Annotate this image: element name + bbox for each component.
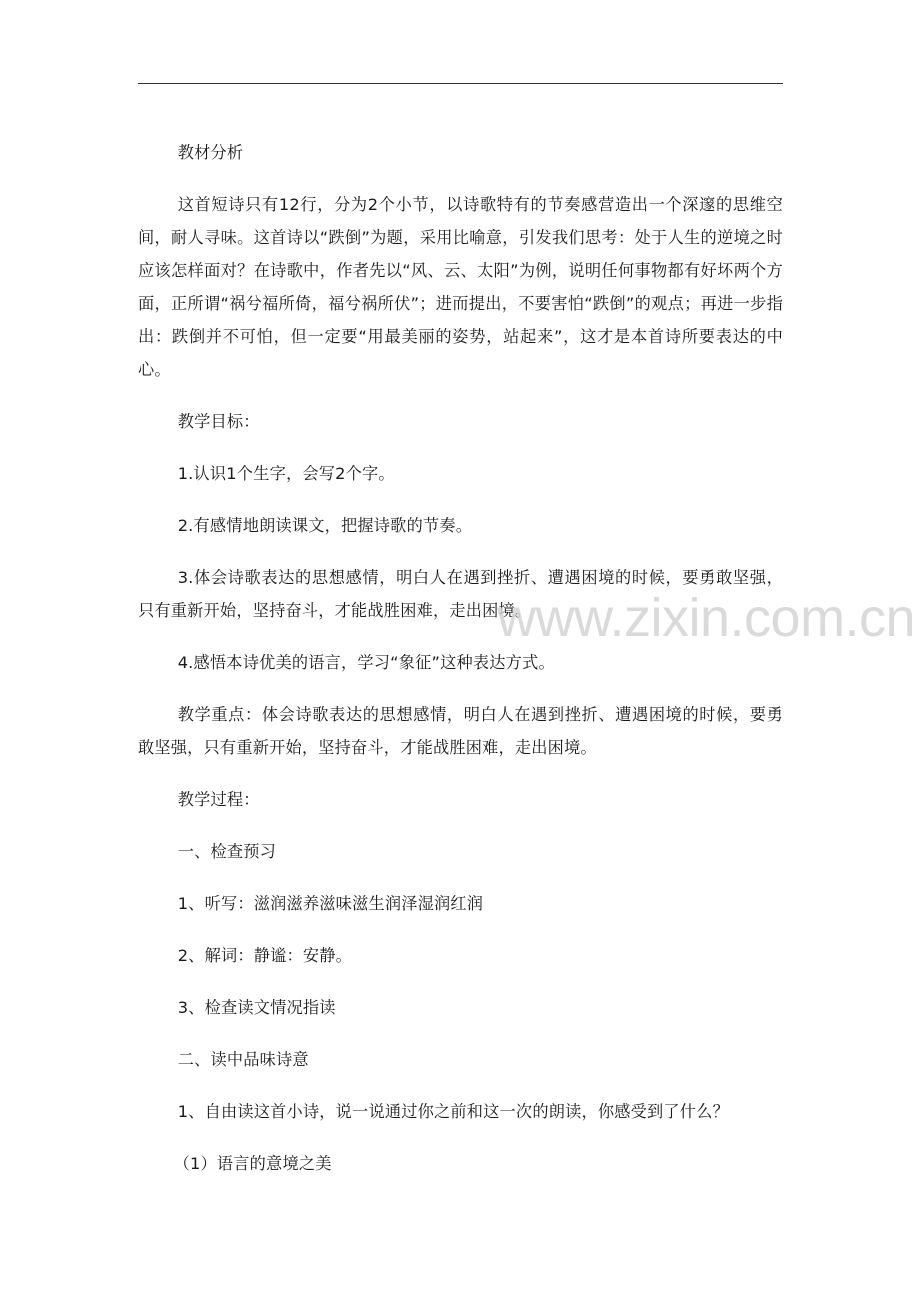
list-item-dictation: 1、听写：滋润滋养滋味滋生润泽湿润红润	[177, 894, 484, 913]
paragraph-analysis: 这首短诗只有12行，分为2个小节，以诗歌特有的节奏感营造出一个深邃的思维空间，耐人寻味。这首诗以“跌倒”为题，采用比喻意，引发我们思考：处于人生的逆境之时应该怎样面对？在诗歌中，作者先以“风、云、太阳”为例，说明任何事物都有好坏两个方面，正所谓“祸兮福所倚，福兮祸所伏”；进而提出，不要害怕“跌倒”的观点；再进一步指出：跌倒并不可怕，但一定要“用最美丽的姿势，站起来”，这才是本首诗所要表达的中心。	[138, 195, 783, 379]
sub-item-language-beauty: （1）语言的意境之美	[173, 1154, 332, 1173]
heading-textbook-analysis: 教材分析	[177, 143, 244, 162]
heading-teaching-process: 教学过程：	[177, 790, 260, 809]
document-body	[138, 136, 783, 1199]
header-rule	[138, 83, 783, 84]
watermark: www.zixin.com.cn	[497, 588, 916, 648]
list-item-word-explanation: 2、解词：静谧：安静。	[177, 946, 353, 965]
section-check-preview: 一、检查预习	[177, 842, 277, 861]
goal-item-2: 2.有感情地朗读课文，把握诗歌的节奏。	[177, 516, 473, 535]
list-item-reading-check: 3、检查读文情况指读	[177, 998, 336, 1017]
goal-item-1: 1.认识1个生字，会写2个字。	[177, 464, 395, 483]
goal-item-3: 3.体会诗歌表达的思想感情，明白人在遇到挫折、遭遇困境的时候，要勇敢坚强，只有重新开始，坚持奋斗，才能战胜困难，走出困境。	[138, 568, 783, 620]
paragraph-teaching-focus: 教学重点：体会诗歌表达的思想感情，明白人在遇到挫折、遭遇困境的时候，要勇敢坚强，只有重新开始，坚持奋斗，才能战胜困难，走出困境。	[138, 705, 783, 757]
goal-item-4: 4.感悟本诗优美的语言，学习“象征”这种表达方式。	[177, 653, 555, 672]
list-item-free-reading: 1、自由读这首小诗，说一说通过你之前和这一次的朗读，你感受到了什么？	[177, 1102, 729, 1121]
heading-teaching-goals: 教学目标：	[177, 412, 260, 431]
section-appreciate-poem: 二、读中品味诗意	[177, 1050, 309, 1069]
